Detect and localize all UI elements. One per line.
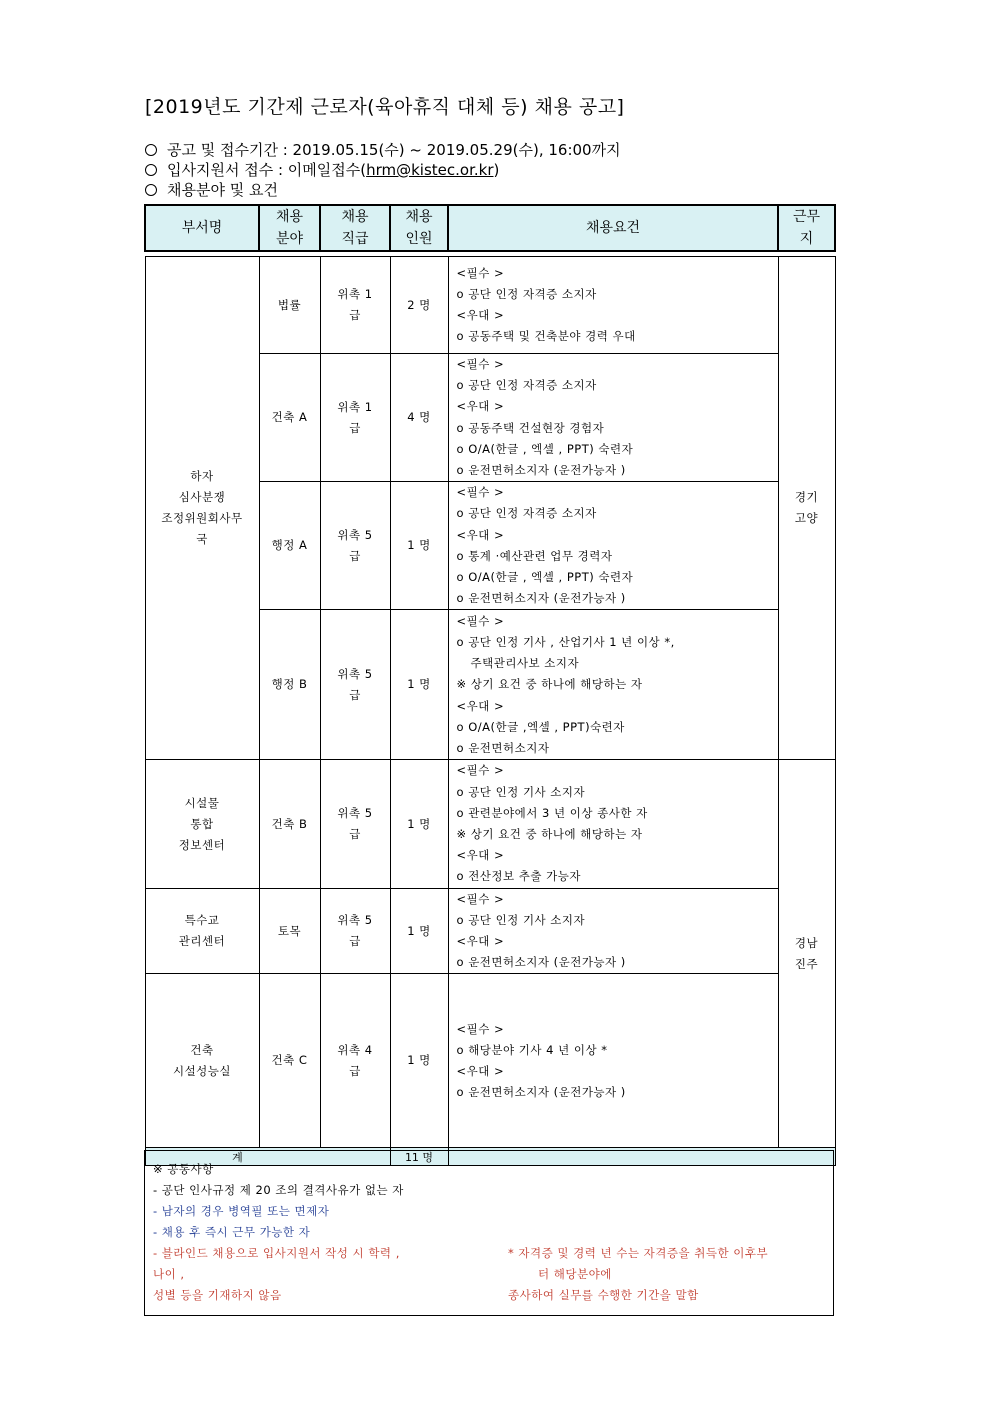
- field-cell: 건축 C: [259, 974, 320, 1148]
- grade-line: 위촉 5: [337, 666, 373, 681]
- header-loc-l2: 지: [799, 231, 814, 247]
- req-line: <필수 >: [456, 891, 505, 906]
- circle-bullet-icon: [145, 164, 157, 176]
- email-link[interactable]: hrm@kistec.or.kr: [366, 161, 494, 179]
- header-loc: [778, 205, 835, 251]
- count-cell: 2 명: [390, 257, 448, 354]
- req-line: o 공단 인정 자격증 소지자: [456, 378, 597, 393]
- period-text: 공고 및 접수기간 : 2019.05.15(수) ~ 2019.05.29(수), 16:00까지: [167, 141, 621, 159]
- req-line: <우대 >: [456, 527, 505, 542]
- grade-cell: [320, 610, 390, 760]
- req-line: ※ 상기 요건 중 하나에 해당하는 자: [456, 827, 643, 842]
- dept-line: 관리센터: [178, 934, 226, 949]
- notes-left: [153, 1159, 493, 1306]
- recruitment-table-wrap: [144, 204, 834, 1166]
- grade-line: 급: [349, 827, 361, 842]
- notes-right: [508, 1243, 828, 1306]
- loc-line: 경기: [794, 490, 819, 505]
- note-line: 나이 ,: [153, 1267, 185, 1281]
- note-line: - 채용 후 즉시 근무 가능한 자: [153, 1225, 311, 1239]
- header-count-l2: 인원: [405, 231, 433, 247]
- req-line: <우대 >: [456, 399, 505, 414]
- field-cell: 행정 B: [259, 610, 320, 760]
- req-line: <필수 >: [456, 485, 505, 500]
- req-line: <우대 >: [456, 934, 505, 949]
- grade-line: 급: [349, 420, 361, 435]
- field-cell: 법률: [259, 257, 320, 354]
- dept-line: 건축: [190, 1042, 214, 1057]
- req-line: <필수 >: [456, 1021, 505, 1036]
- count-cell: 1 명: [390, 482, 448, 610]
- req-line: o O/A(한글 ,엑셀 , PPT)숙련자: [456, 719, 625, 734]
- apply-text: 입사지원서 접수 : 이메일접수(: [167, 161, 367, 179]
- location-cell: [778, 257, 835, 760]
- req-line: o 공단 인정 자격증 소지자: [456, 286, 597, 301]
- req-cell: [448, 257, 778, 354]
- req-cell: [448, 482, 778, 610]
- table-row: [145, 760, 835, 888]
- dept-line: 정보센터: [178, 837, 226, 852]
- req-line: o 공단 인정 자격증 소지자: [456, 506, 597, 521]
- req-line: o 운전면허소지자 (운전가능자 ): [456, 591, 626, 606]
- grade-cell: [320, 354, 390, 482]
- dept-line: 심사분쟁: [178, 490, 226, 505]
- total-count: 11 명: [390, 1148, 448, 1166]
- notes-heading: ※ 공통사항: [153, 1162, 214, 1176]
- req-line: o 관련분야에서 3 년 이상 종사한 자: [456, 805, 648, 820]
- req-cell: [448, 610, 778, 760]
- header-loc-l1: 근무: [792, 209, 821, 225]
- count-cell: 1 명: [390, 974, 448, 1148]
- table-header-row: [145, 205, 835, 251]
- dept-line: 시설성능실: [172, 1063, 232, 1078]
- location-cell: [778, 760, 835, 1148]
- grade-cell: [320, 760, 390, 888]
- dept-line: 시설물: [184, 795, 220, 810]
- req-line: <필수 >: [456, 357, 505, 371]
- dept-line: 조정위원회사무: [161, 511, 243, 526]
- req-line: o 운전면허소지자 (운전가능자 ): [456, 955, 626, 970]
- grade-line: 위촉 4: [337, 1042, 373, 1057]
- grade-line: 급: [349, 1063, 361, 1078]
- field-cell: 건축 A: [259, 354, 320, 482]
- dept-cell: [145, 888, 259, 974]
- header-field-l1: 채용: [275, 209, 304, 225]
- req-line: o 해당분야 기사 4 년 이상 *: [456, 1042, 608, 1057]
- req-line: <우대 >: [456, 848, 505, 863]
- req-line: <우대 >: [456, 1063, 505, 1078]
- header-grade: [320, 205, 390, 251]
- grade-cell: [320, 257, 390, 354]
- apply-line: [145, 160, 621, 180]
- header-dept: 부서명: [145, 205, 259, 251]
- header-count: [390, 205, 448, 251]
- req-line: o 공동주택 및 건축분야 경력 우대: [456, 329, 636, 344]
- note-line: - 남자의 경우 병역필 또는 면제자: [153, 1204, 330, 1218]
- req-line: o O/A(한글 , 엑셀 , PPT) 숙련자: [456, 570, 634, 585]
- grade-cell: [320, 974, 390, 1148]
- loc-line: 진주: [794, 956, 819, 971]
- note-line: * 자격증 및 경력 년 수는 자격증을 취득한 이후부: [508, 1246, 769, 1260]
- grade-line: 급: [349, 548, 361, 563]
- req-line: o 운전면허소지자 (운전가능자 ): [456, 463, 626, 478]
- grade-line: 위촉 1: [337, 399, 373, 414]
- req-line: <필수 >: [456, 613, 505, 628]
- header-grade-l1: 채용: [341, 209, 369, 225]
- field-line: [145, 180, 621, 200]
- req-line: o 운전면허소지자 (운전가능자 ): [456, 1085, 626, 1100]
- dept-line: 특수교: [184, 913, 220, 928]
- field-cell: 건축 B: [259, 760, 320, 888]
- field-cell: 행정 A: [259, 482, 320, 610]
- period-line: [145, 140, 621, 160]
- header-field-l2: 분야: [275, 231, 304, 247]
- req-cell: [448, 974, 778, 1148]
- note-line: 성별 등을 기재하지 않음: [153, 1288, 282, 1302]
- note-line: - 블라인드 채용으로 입사지원서 작성 시 학력 ,: [153, 1246, 400, 1260]
- grade-line: 급: [349, 308, 361, 322]
- grade-line: 위촉 5: [337, 527, 373, 542]
- total-label: 계: [145, 1148, 390, 1166]
- count-cell: 1 명: [390, 610, 448, 760]
- req-cell: [448, 354, 778, 482]
- req-line: o 통계 ·예산관련 업무 경력자: [456, 548, 613, 563]
- note-line: 터 해당분야에: [538, 1267, 612, 1281]
- dept-line: 통합: [190, 816, 214, 831]
- req-line: o 운전면허소지자: [456, 740, 550, 755]
- header-count-l1: 채용: [405, 209, 433, 225]
- req-cell: [448, 888, 778, 974]
- count-cell: 1 명: [390, 888, 448, 974]
- header-req: 채용요건: [448, 205, 778, 251]
- grade-cell: [320, 888, 390, 974]
- dept-cell: [145, 974, 259, 1148]
- req-line: o 전산정보 추출 가능자: [456, 869, 581, 884]
- page-title: [2019년도 기간제 근로자(육아휴직 대체 등) 채용 공고]: [145, 96, 625, 118]
- grade-line: 위촉 5: [337, 806, 373, 821]
- dept-cell: [145, 257, 259, 760]
- req-line: <우대 >: [456, 308, 505, 322]
- header-field: [259, 205, 320, 251]
- req-line: <필수 >: [456, 265, 505, 280]
- count-cell: 4 명: [390, 354, 448, 482]
- note-line: - 공단 인사규정 제 20 조의 결격사유가 없는 자: [153, 1183, 404, 1197]
- dept-line: 국: [196, 532, 208, 547]
- field-cell: 토목: [259, 888, 320, 974]
- req-line: <필수 >: [456, 763, 505, 778]
- field-text: 채용분야 및 요건: [167, 181, 278, 199]
- announcement-info: [145, 140, 621, 200]
- table-row: [145, 257, 835, 354]
- req-line: ※ 상기 요건 중 하나에 해당하는 자: [456, 677, 643, 692]
- circle-bullet-icon: [145, 184, 157, 196]
- count-cell: 1 명: [390, 760, 448, 888]
- header-grade-l2: 직급: [341, 231, 369, 247]
- loc-line: 경남: [794, 935, 819, 950]
- note-line: 종사하여 실무를 수행한 기간을 말함: [508, 1288, 699, 1302]
- req-line: <우대 >: [456, 698, 505, 713]
- recruitment-table: [144, 204, 836, 1166]
- table-row: [145, 974, 835, 1148]
- apply-suffix: ): [493, 161, 500, 179]
- loc-line: 고양: [794, 511, 819, 526]
- req-line: o 공단 인정 기사 , 산업기사 1 년 이상 *,: [456, 634, 675, 649]
- req-line: o 공동주택 건설현장 경험자: [456, 420, 605, 435]
- req-line: o 공단 인정 기사 소지자: [456, 912, 586, 927]
- notes-box: [144, 1150, 834, 1316]
- dept-line: 하자: [190, 469, 214, 484]
- req-cell: [448, 760, 778, 888]
- grade-line: 위촉 5: [337, 913, 373, 928]
- dept-cell: [145, 760, 259, 888]
- grade-line: 급: [349, 934, 361, 949]
- grade-cell: [320, 482, 390, 610]
- grade-line: 급: [349, 687, 361, 702]
- circle-bullet-icon: [145, 144, 157, 156]
- req-line: 주택관리사보 소지자: [470, 656, 580, 671]
- req-line: o O/A(한글 , 엑셀 , PPT) 숙련자: [456, 441, 634, 456]
- req-line: o 공단 인정 기사 소지자: [456, 784, 586, 799]
- grade-line: 위촉 1: [337, 287, 373, 301]
- table-row: [145, 888, 835, 974]
